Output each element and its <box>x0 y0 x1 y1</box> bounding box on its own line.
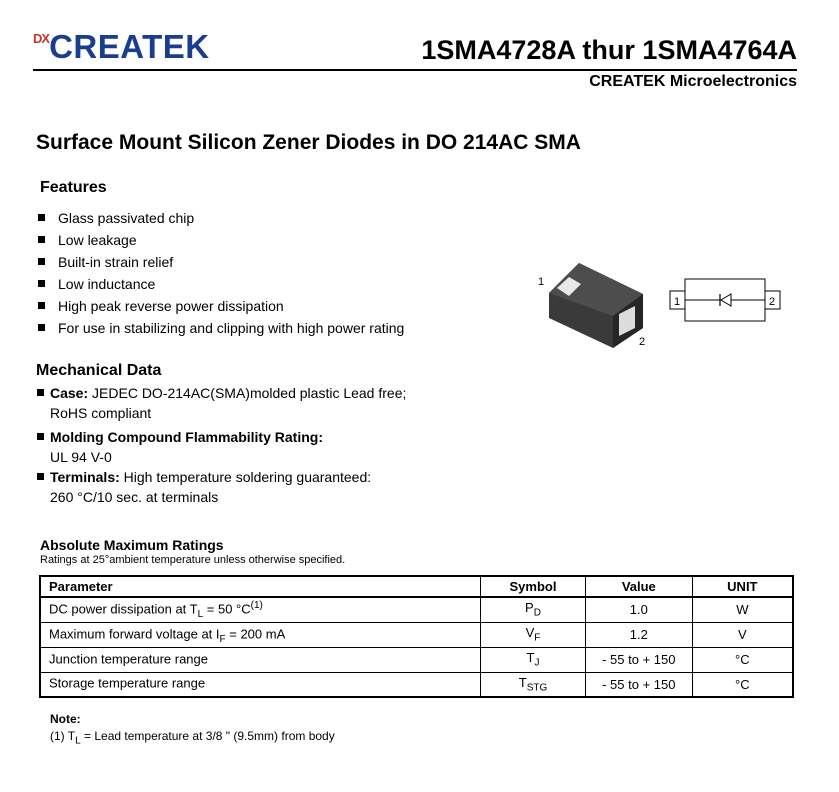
note-text: (1) $T_L$ = Lead temperature at 3/8 " (9.5mm) from body <box>50 729 335 747</box>
bullet-icon <box>37 473 44 480</box>
feature-item: Built-in strain relief <box>38 252 404 274</box>
feature-item: Glass passivated chip <box>38 208 404 230</box>
package-drawing <box>535 258 655 354</box>
bullet-icon <box>38 236 45 243</box>
bullet-icon <box>38 302 45 309</box>
table-row <box>40 647 793 672</box>
logo-mark: DX <box>33 31 50 46</box>
cell-value: - 55 to + 150 <box>585 672 692 697</box>
table-row <box>40 622 793 647</box>
part-number-title: 1SMA4728A thur 1SMA4764A <box>421 35 797 65</box>
cell-unit: V <box>692 622 793 647</box>
schematic-pin2-label: 2 <box>769 296 776 308</box>
cell-parameter: Storage temperature range <box>40 672 481 697</box>
col-unit: UNIT <box>692 576 793 597</box>
cell-symbol: $T_{STG}$ <box>481 672 586 697</box>
cell-unit: W <box>692 597 793 622</box>
cell-symbol: $V_F$ <box>481 622 586 647</box>
col-value: Value <box>585 576 692 597</box>
diode-schematic <box>665 278 785 322</box>
bullet-icon <box>38 324 45 331</box>
features-list <box>38 208 404 340</box>
company-logo <box>33 30 210 66</box>
cell-unit: °C <box>692 647 793 672</box>
ratings-heading: Absolute Maximum Ratings <box>40 537 224 553</box>
feature-item: High peak reverse power dissipation <box>38 296 404 318</box>
table-row <box>40 672 793 697</box>
cell-parameter: Maximum forward voltage at $I_F = 200$ mA <box>40 622 481 647</box>
feature-item: Low leakage <box>38 230 404 252</box>
package-pin2-label: 2 <box>639 336 646 348</box>
col-parameter: Parameter <box>40 576 481 597</box>
header-divider <box>33 69 797 71</box>
feature-item: For use in stabilizing and clipping with high power rating <box>38 318 404 340</box>
bullet-icon <box>37 433 44 440</box>
table-row <box>40 597 793 622</box>
company-name: CREATEK Microelectronics <box>589 73 797 90</box>
cell-value: - 55 to + 150 <box>585 647 692 672</box>
bullet-icon <box>38 214 45 221</box>
ratings-subheading: Ratings at 25°ambient temperature unless otherwise specified. <box>40 554 346 566</box>
mech-case: Case: JEDEC DO-214AC(SMA)molded plastic Lead free; RoHS compliant <box>50 383 430 423</box>
mech-terminals: Terminals: High temperature soldering guaranteed: 260 °C/10 sec. at terminals <box>50 467 430 507</box>
mech-molding: Molding Compound Flammability Rating: UL 94 V-0 <box>50 427 430 467</box>
feature-item: Low inductance <box>38 274 404 296</box>
bullet-icon <box>37 389 44 396</box>
cell-symbol: $T_J$ <box>481 647 586 672</box>
bullet-icon <box>38 280 45 287</box>
cell-symbol: $P_D$ <box>481 597 586 622</box>
note-heading: Note: <box>50 712 81 726</box>
features-heading: Features <box>40 179 107 196</box>
cell-value: 1.2 <box>585 622 692 647</box>
mechanical-heading: Mechanical Data <box>36 362 162 379</box>
col-symbol: Symbol <box>481 576 586 597</box>
document-title: Surface Mount Silicon Zener Diodes in DO 214AC SMA <box>36 131 581 154</box>
table-header-row <box>40 576 793 597</box>
cell-parameter: Junction temperature range <box>40 647 481 672</box>
cell-unit: °C <box>692 672 793 697</box>
package-pin1-label: 1 <box>538 276 545 288</box>
diode-symbol-icon <box>721 294 731 306</box>
schematic-pin1-label: 1 <box>674 296 681 308</box>
cell-parameter: DC power dissipation at $T_L = 50$ $^\circ C^{(1)}$ <box>40 597 481 622</box>
ratings-table <box>39 575 794 698</box>
bullet-icon <box>38 258 45 265</box>
cell-value: 1.0 <box>585 597 692 622</box>
logo-text: CREATEK <box>49 28 210 65</box>
